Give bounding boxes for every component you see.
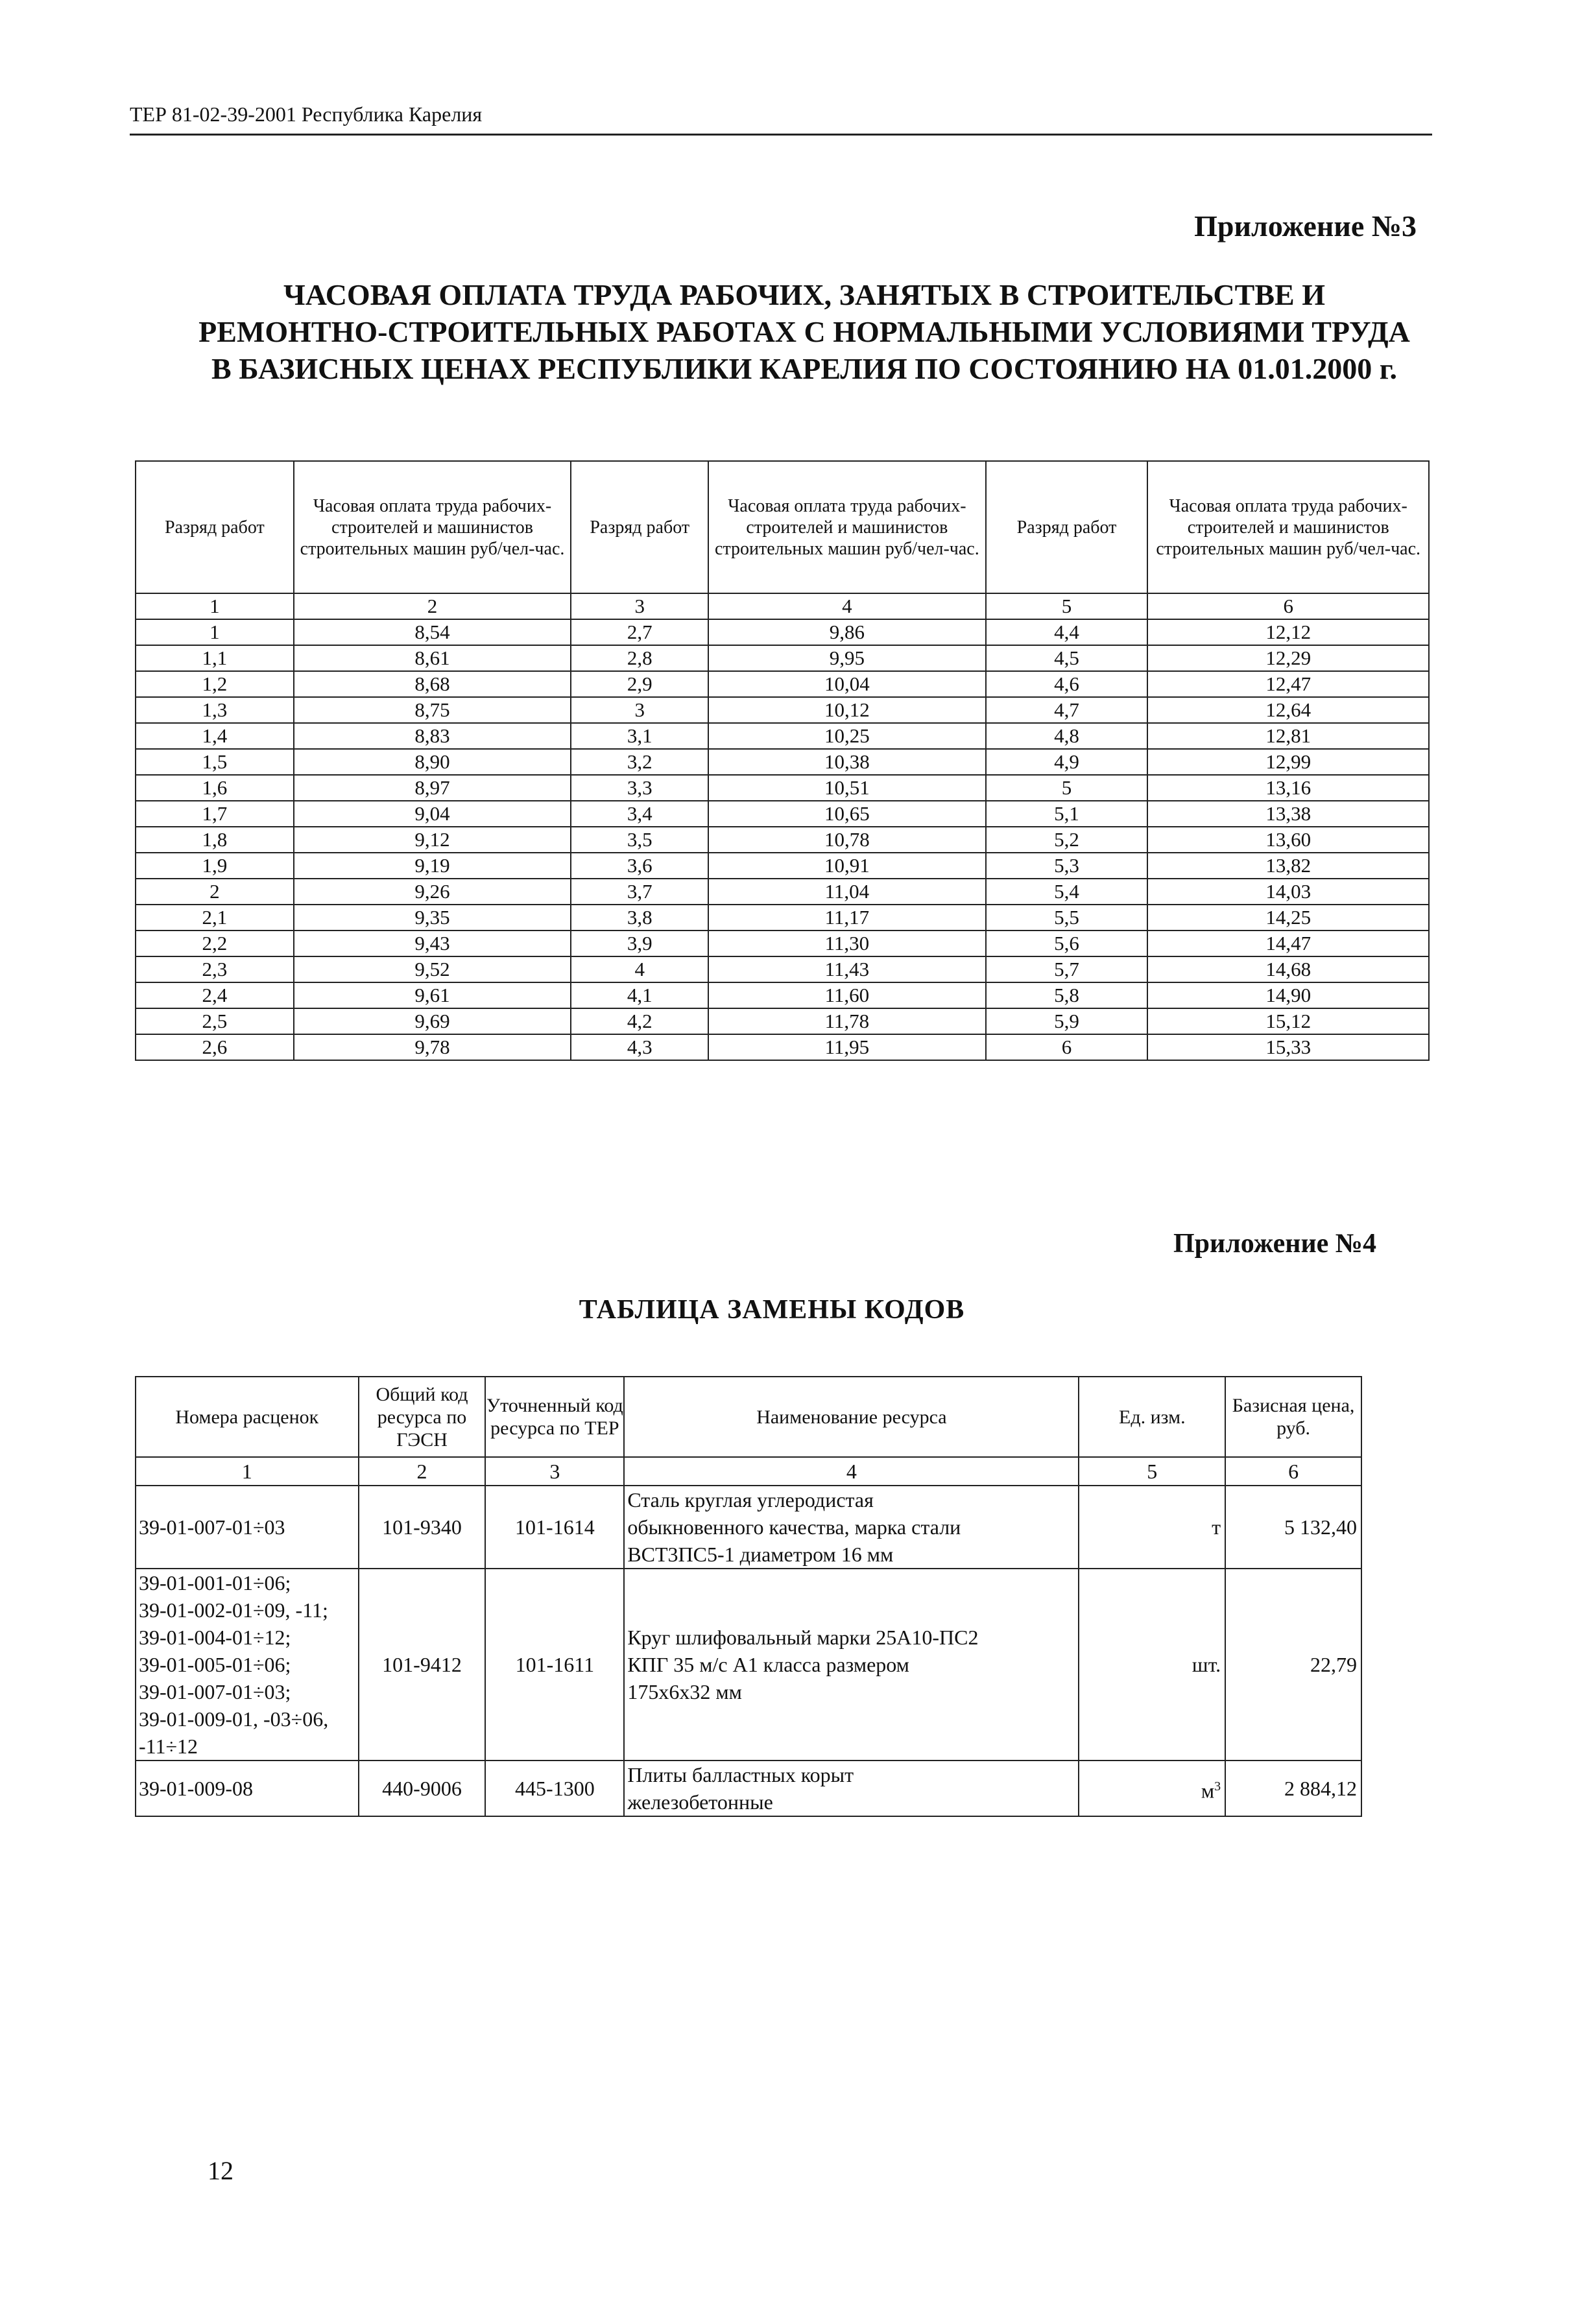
price-cell: 5 132,40	[1225, 1486, 1361, 1569]
grade-cell: 4,3	[571, 1034, 708, 1060]
rate-cell: 11,17	[708, 905, 986, 931]
rate-cell: 10,78	[708, 827, 986, 853]
resource-name-line: Плиты балластных корыт	[627, 1763, 854, 1786]
unit-cell	[1079, 1486, 1225, 1569]
rate-cell: 10,51	[708, 775, 986, 801]
grade-cell: 3	[571, 697, 708, 723]
grade-cell: 1,1	[136, 645, 294, 671]
table-row	[136, 956, 1429, 982]
unit-cell	[1079, 1569, 1225, 1761]
rate-cell: 9,61	[294, 982, 571, 1008]
grade-cell: 1,6	[136, 775, 294, 801]
column-number: 2	[294, 593, 571, 619]
table-row	[136, 1486, 1361, 1569]
column-number: 6	[1147, 593, 1429, 619]
gesn-code-cell: 101-9412	[359, 1569, 486, 1761]
grade-cell: 5,5	[986, 905, 1148, 931]
table-row	[136, 671, 1429, 697]
table-row	[136, 1569, 1361, 1761]
ter-code-cell: 101-1611	[485, 1569, 624, 1761]
rate-numbers-cell	[136, 1486, 359, 1569]
column-header: Наименование ресурса	[624, 1377, 1079, 1457]
column-number: 3	[485, 1457, 624, 1486]
rate-cell: 11,04	[708, 879, 986, 905]
grade-cell: 3,6	[571, 853, 708, 879]
grade-cell: 4,2	[571, 1008, 708, 1034]
column-header: Разряд работ	[571, 461, 708, 593]
grade-cell: 4,8	[986, 723, 1148, 749]
rate-cell: 14,47	[1147, 931, 1429, 956]
column-number: 4	[708, 593, 986, 619]
grade-cell: 3,1	[571, 723, 708, 749]
rate-cell: 8,83	[294, 723, 571, 749]
grade-cell: 2,8	[571, 645, 708, 671]
column-header: Базисная цена, руб.	[1225, 1377, 1361, 1457]
resource-name-cell	[624, 1761, 1079, 1816]
grade-cell: 1,2	[136, 671, 294, 697]
rate-cell: 13,38	[1147, 801, 1429, 827]
column-number-row	[136, 593, 1429, 619]
resource-name-line: обыкновенного качества, марка стали	[627, 1515, 961, 1539]
header-divider	[130, 134, 1432, 136]
gesn-code-cell: 440-9006	[359, 1761, 486, 1816]
rate-cell: 14,90	[1147, 982, 1429, 1008]
rate-cell: 11,95	[708, 1034, 986, 1060]
unit-text: т	[1212, 1515, 1221, 1539]
rate-cell: 10,38	[708, 749, 986, 775]
column-number: 4	[624, 1457, 1079, 1486]
rate-number-line: 39-01-009-08	[139, 1777, 253, 1800]
rate-cell: 11,30	[708, 931, 986, 956]
rate-cell: 14,25	[1147, 905, 1429, 931]
table-row	[136, 982, 1429, 1008]
rate-cell: 13,16	[1147, 775, 1429, 801]
resource-name-line: 175х6х32 мм	[627, 1680, 742, 1703]
resource-name-cell	[624, 1569, 1079, 1761]
grade-cell: 5,8	[986, 982, 1148, 1008]
rate-cell: 12,47	[1147, 671, 1429, 697]
rate-cell: 8,61	[294, 645, 571, 671]
table-row	[136, 931, 1429, 956]
ter-code-cell: 101-1614	[485, 1486, 624, 1569]
table-row	[136, 775, 1429, 801]
rate-cell: 13,60	[1147, 827, 1429, 853]
price-cell: 2 884,12	[1225, 1761, 1361, 1816]
grade-cell: 1	[136, 619, 294, 645]
rate-cell: 14,68	[1147, 956, 1429, 982]
grade-cell: 5,7	[986, 956, 1148, 982]
rate-cell: 11,78	[708, 1008, 986, 1034]
table-row	[136, 853, 1429, 879]
grade-cell: 1,5	[136, 749, 294, 775]
grade-cell: 3,9	[571, 931, 708, 956]
table-row	[136, 749, 1429, 775]
grade-cell: 2,6	[136, 1034, 294, 1060]
column-header: Часовая оплата труда рабочих-строителей и машинистов строительных машин руб/чел-час.	[708, 461, 986, 593]
rate-cell: 9,69	[294, 1008, 571, 1034]
grade-cell: 5,4	[986, 879, 1148, 905]
grade-cell: 4,1	[571, 982, 708, 1008]
rate-cell: 8,97	[294, 775, 571, 801]
column-header: Общий код ресурса по ГЭСН	[359, 1377, 486, 1457]
rate-cell: 8,54	[294, 619, 571, 645]
rate-number-line: 39-01-005-01÷06;	[139, 1653, 291, 1676]
price-cell: 22,79	[1225, 1569, 1361, 1761]
grade-cell: 6	[986, 1034, 1148, 1060]
resource-name-line: КПГ 35 м/с А1 класса размером	[627, 1653, 909, 1676]
rate-cell: 9,86	[708, 619, 986, 645]
grade-cell: 4	[571, 956, 708, 982]
grade-cell: 5,6	[986, 931, 1148, 956]
column-number: 5	[1079, 1457, 1225, 1486]
grade-cell: 1,9	[136, 853, 294, 879]
rate-cell: 11,60	[708, 982, 986, 1008]
column-number: 6	[1225, 1457, 1361, 1486]
table-row	[136, 697, 1429, 723]
column-header: Разряд работ	[986, 461, 1148, 593]
rate-cell: 9,35	[294, 905, 571, 931]
table-row	[136, 723, 1429, 749]
grade-cell: 3,8	[571, 905, 708, 931]
table-row	[136, 1008, 1429, 1034]
grade-cell: 4,7	[986, 697, 1148, 723]
table-row	[136, 879, 1429, 905]
grade-cell: 4,5	[986, 645, 1148, 671]
grade-cell: 1,3	[136, 697, 294, 723]
unit-cell	[1079, 1761, 1225, 1816]
grade-cell: 2,1	[136, 905, 294, 931]
resource-name-line: железобетонные	[627, 1790, 773, 1814]
rate-cell: 9,95	[708, 645, 986, 671]
grade-cell: 2,5	[136, 1008, 294, 1034]
table-row	[136, 905, 1429, 931]
column-number: 5	[986, 593, 1148, 619]
rate-numbers-cell	[136, 1569, 359, 1761]
appendix-4-title: ТАБЛИЦА ЗАМЕНЫ КОДОВ	[579, 1295, 965, 1325]
resource-name-line: ВСТ3ПС5-1 диаметром 16 мм	[627, 1543, 894, 1566]
grade-cell: 5,9	[986, 1008, 1148, 1034]
grade-cell: 2,3	[136, 956, 294, 982]
resource-name-line: Сталь круглая углеродистая	[627, 1488, 874, 1512]
appendix-4-label: Приложение №4	[1173, 1229, 1376, 1259]
table-row	[136, 645, 1429, 671]
rate-cell: 10,91	[708, 853, 986, 879]
column-header: Разряд работ	[136, 461, 294, 593]
column-header: Уточненный код ресурса по ТЕР	[485, 1377, 624, 1457]
column-number-row	[136, 1457, 1361, 1486]
table-row	[136, 801, 1429, 827]
grade-cell: 2,2	[136, 931, 294, 956]
table-row	[136, 1761, 1361, 1816]
table-header-row	[136, 461, 1429, 593]
table-header-row	[136, 1377, 1361, 1457]
grade-cell: 4,6	[986, 671, 1148, 697]
rate-cell: 10,04	[708, 671, 986, 697]
rate-cell: 14,03	[1147, 879, 1429, 905]
rate-cell: 15,33	[1147, 1034, 1429, 1060]
grade-cell: 2,9	[571, 671, 708, 697]
grade-cell: 4,4	[986, 619, 1148, 645]
rate-cell: 10,12	[708, 697, 986, 723]
rate-cell: 9,43	[294, 931, 571, 956]
rate-number-line: -11÷12	[139, 1735, 198, 1758]
column-number: 1	[136, 1457, 359, 1486]
rate-cell: 12,99	[1147, 749, 1429, 775]
grade-cell: 3,7	[571, 879, 708, 905]
grade-cell: 3,2	[571, 749, 708, 775]
rate-number-line: 39-01-009-01, -03÷06,	[139, 1707, 329, 1731]
grade-cell: 2,4	[136, 982, 294, 1008]
rate-cell: 8,90	[294, 749, 571, 775]
unit-superscript: 3	[1214, 1779, 1221, 1794]
rate-cell: 15,12	[1147, 1008, 1429, 1034]
rate-cell: 12,29	[1147, 645, 1429, 671]
table-row	[136, 1034, 1429, 1060]
table-row	[136, 619, 1429, 645]
grade-cell: 5,2	[986, 827, 1148, 853]
rate-cell: 12,81	[1147, 723, 1429, 749]
ter-code-cell: 445-1300	[485, 1761, 624, 1816]
unit-text: шт.	[1192, 1653, 1221, 1676]
rate-cell: 12,12	[1147, 619, 1429, 645]
grade-cell: 1,4	[136, 723, 294, 749]
rate-cell: 9,04	[294, 801, 571, 827]
grade-cell: 3,5	[571, 827, 708, 853]
rate-cell: 9,12	[294, 827, 571, 853]
rate-numbers-cell	[136, 1761, 359, 1816]
rate-number-line: 39-01-007-01÷03;	[139, 1680, 291, 1703]
code-replacement-table	[135, 1376, 1362, 1817]
rate-cell: 12,64	[1147, 697, 1429, 723]
rate-cell: 9,19	[294, 853, 571, 879]
grade-cell: 5,3	[986, 853, 1148, 879]
column-header: Часовая оплата труда рабочих-строителей и машинистов строительных машин руб/чел-час.	[294, 461, 571, 593]
rate-number-line: 39-01-004-01÷12;	[139, 1626, 291, 1649]
column-header: Ед. изм.	[1079, 1377, 1225, 1457]
grade-cell: 1,8	[136, 827, 294, 853]
rate-cell: 10,25	[708, 723, 986, 749]
rate-cell: 10,65	[708, 801, 986, 827]
rate-cell: 8,68	[294, 671, 571, 697]
wage-rate-table	[135, 460, 1430, 1061]
rate-number-line: 39-01-007-01÷03	[139, 1515, 285, 1539]
column-number: 2	[359, 1457, 486, 1486]
table-row	[136, 827, 1429, 853]
rate-cell: 9,78	[294, 1034, 571, 1060]
grade-cell: 5,1	[986, 801, 1148, 827]
column-number: 3	[571, 593, 708, 619]
grade-cell: 2,7	[571, 619, 708, 645]
grade-cell: 1,7	[136, 801, 294, 827]
rate-cell: 9,26	[294, 879, 571, 905]
column-number: 1	[136, 593, 294, 619]
resource-name-line: Круг шлифовальный марки 25А10-ПС2	[627, 1626, 979, 1649]
rate-cell: 8,75	[294, 697, 571, 723]
appendix-3-label: Приложение №3	[1194, 209, 1417, 243]
resource-name-cell	[624, 1486, 1079, 1569]
rate-cell: 11,43	[708, 956, 986, 982]
page-number: 12	[208, 2156, 234, 2185]
running-header: ТЕР 81-02-39-2001 Республика Карелия	[130, 102, 483, 126]
grade-cell: 3,3	[571, 775, 708, 801]
column-header: Номера расценок	[136, 1377, 359, 1457]
grade-cell: 3,4	[571, 801, 708, 827]
appendix-3-title: ЧАСОВАЯ ОПЛАТА ТРУДА РАБОЧИХ, ЗАНЯТЫХ В СТРОИТЕЛЬСТВЕ И РЕМОНТНО-СТРОИТЕЛЬНЫХ РАБОТАХ С НОРМАЛЬНЫМИ УСЛОВИЯМИ ТРУДА В БАЗИСНЫХ ЦЕНАХ РЕСПУБЛИКИ КАРЕЛИЯ ПО СОСТОЯНИЮ НА 01.01.2000 г.	[198, 278, 1410, 385]
rate-number-line: 39-01-002-01÷09, -11;	[139, 1598, 328, 1622]
rate-cell: 9,52	[294, 956, 571, 982]
unit-text: м	[1201, 1779, 1215, 1803]
grade-cell: 2	[136, 879, 294, 905]
grade-cell: 4,9	[986, 749, 1148, 775]
rate-number-line: 39-01-001-01÷06;	[139, 1571, 291, 1595]
gesn-code-cell: 101-9340	[359, 1486, 486, 1569]
column-header: Часовая оплата труда рабочих-строителей и машинистов строительных машин руб/чел-час.	[1147, 461, 1429, 593]
rate-cell: 13,82	[1147, 853, 1429, 879]
grade-cell: 5	[986, 775, 1148, 801]
